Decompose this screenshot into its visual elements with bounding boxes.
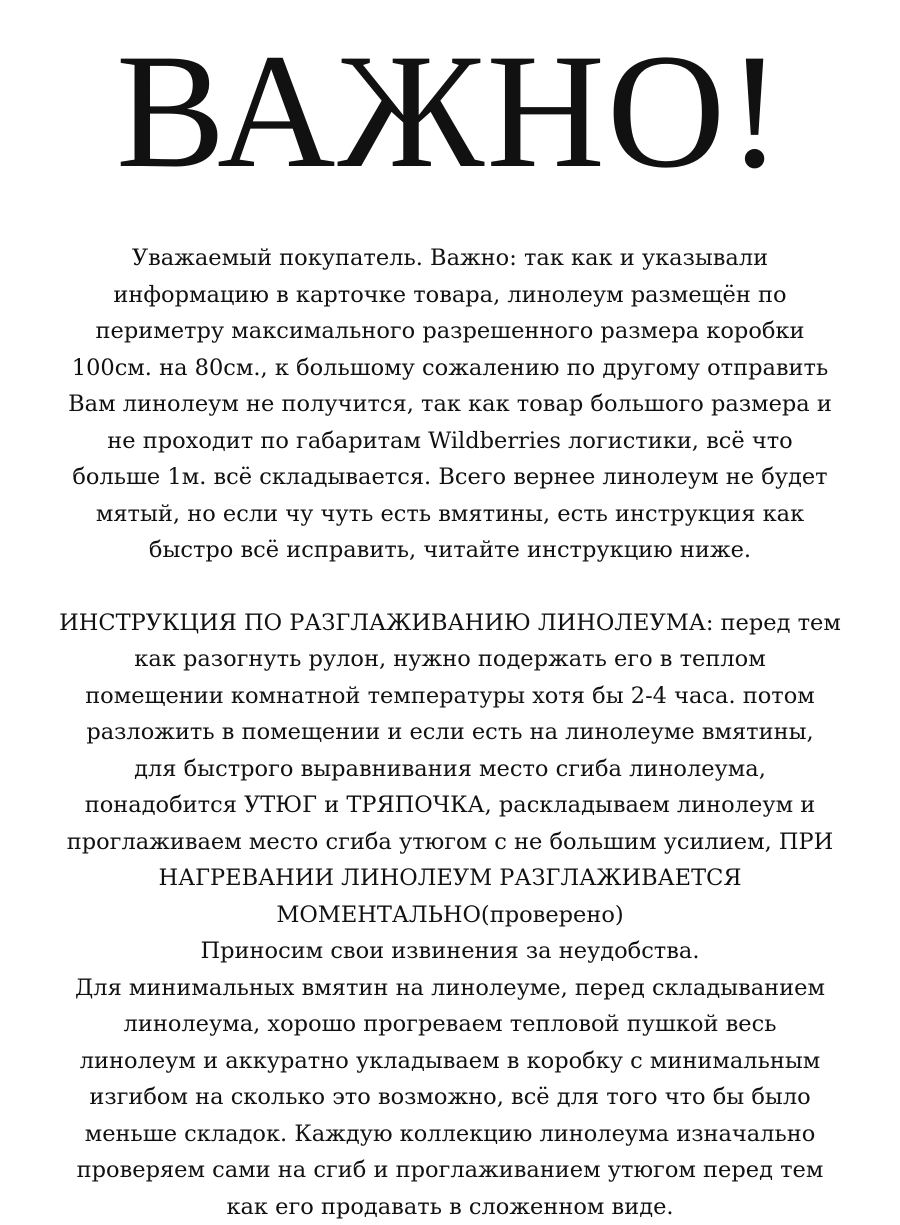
instruction-line: ИНСТРУКЦИЯ ПО РАЗГЛАЖИВАНИЮ ЛИНОЛЕУМА: перед тем — [40, 605, 860, 642]
instruction-line: МОМЕНТАЛЬНО(проверено) — [40, 897, 860, 934]
instruction-line: линолеума, хорошо прогреваем тепловой пушкой весь — [40, 1006, 860, 1043]
instruction-line: как разогнуть рулон, нужно подержать его в теплом — [40, 641, 860, 678]
intro-line: не проходит по габаритам Wildberries логистики, всё что — [40, 423, 860, 460]
intro-line: мятый, но если чу чуть есть вмятины, есть инструкция как — [40, 496, 860, 533]
intro-line: Уважаемый покупатель. Важно: так как и указывали — [40, 240, 860, 277]
instructions-paragraph — [40, 605, 860, 1225]
intro-paragraph — [40, 240, 860, 569]
instruction-line: для быстрого выравнивания место сгиба линолеума, — [40, 751, 860, 788]
instruction-line: проглаживаем место сгиба утюгом с не большим усилием, ПРИ — [40, 824, 860, 861]
instruction-line: как его продавать в сложенном виде. — [40, 1189, 860, 1225]
intro-line: Вам линолеум не получится, так как товар большого размера и — [40, 386, 860, 423]
page-title: ВАЖНО! — [0, 0, 900, 178]
intro-line: информацию в карточке товара, линолеум размещён по — [40, 277, 860, 314]
instruction-line: НАГРЕВАНИИ ЛИНОЛЕУМ РАЗГЛАЖИВАЕТСЯ — [40, 860, 860, 897]
intro-line: быстро всё исправить, читайте инструкцию ниже. — [40, 532, 860, 569]
instruction-line: меньше складок. Каждую коллекцию линолеума изначально — [40, 1116, 860, 1153]
instruction-line: изгибом на сколько это возможно, всё для того что бы было — [40, 1079, 860, 1116]
instruction-line: понадобится УТЮГ и ТРЯПОЧКА, раскладываем линолеум и — [40, 787, 860, 824]
instruction-line: линолеум и аккуратно укладываем в коробку с минимальным — [40, 1043, 860, 1080]
instruction-line: проверяем сами на сгиб и проглаживанием утюгом перед тем — [40, 1152, 860, 1189]
instruction-line: Для минимальных вмятин на линолеуме, перед складыванием — [40, 970, 860, 1007]
instruction-line: помещении комнатной температуры хотя бы 2-4 часа. потом — [40, 678, 860, 715]
intro-line: 100см. на 80см., к большому сожалению по другому отправить — [40, 350, 860, 387]
apology-line: Приносим свои извинения за неудобства. — [40, 933, 860, 970]
instruction-line: разложить в помещении и если есть на линолеуме вмятины, — [40, 714, 860, 751]
intro-line: периметру максимального разрешенного размера коробки — [40, 313, 860, 350]
intro-line: больше 1м. всё складывается. Всего вернее линолеум не будет — [40, 459, 860, 496]
